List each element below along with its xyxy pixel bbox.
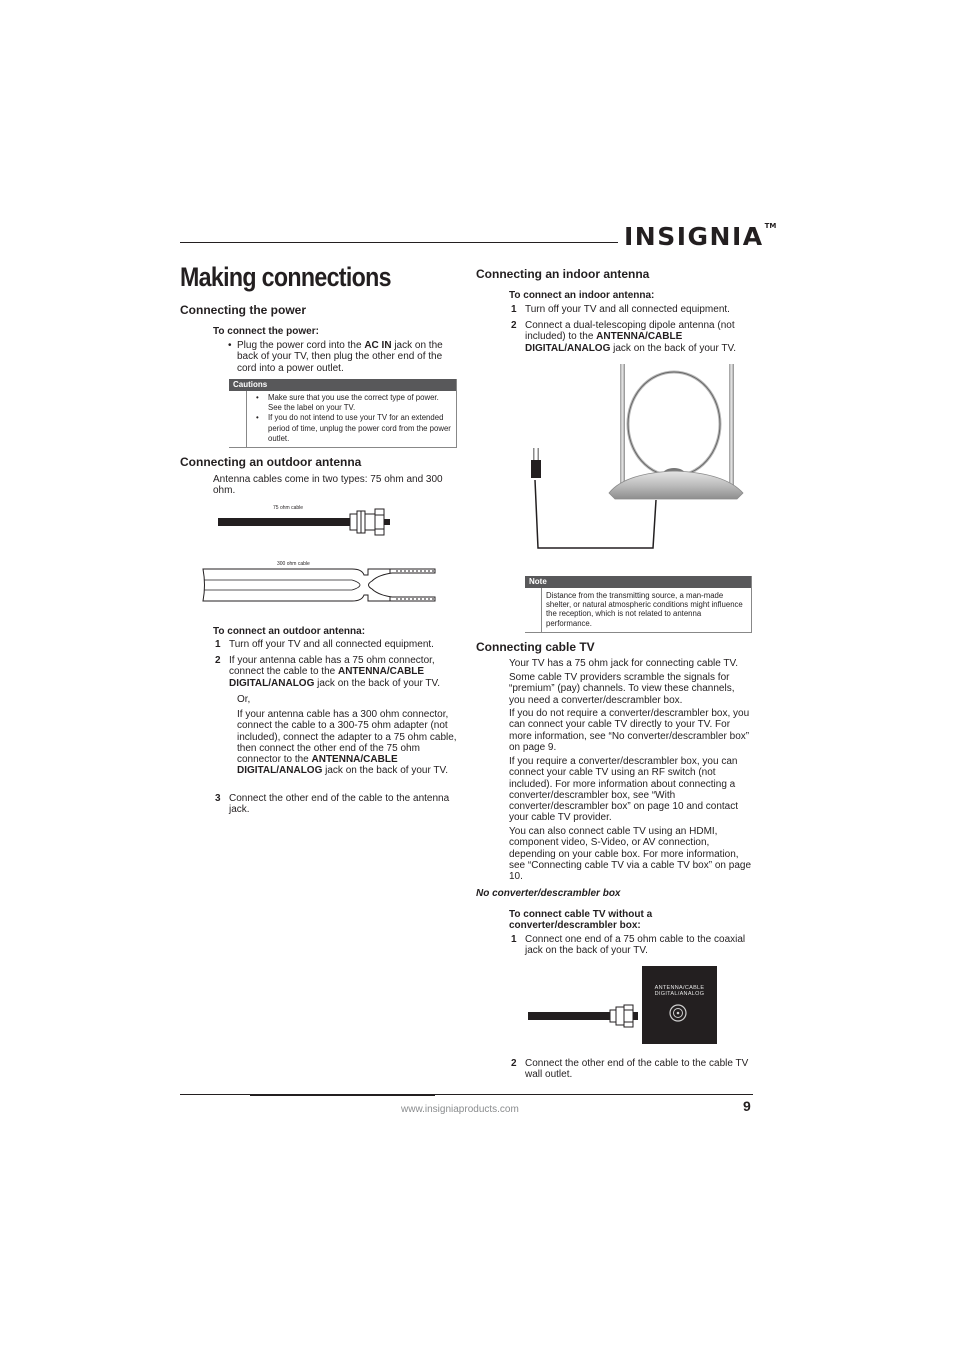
note-box [525,576,752,633]
page-title: Making connections [180,262,391,292]
subheading-connect-indoor: To connect an indoor antenna: [509,290,655,301]
indoor-step-2: Connect a dual-telescoping dipole antenna (not included) to the ANTENNA/CABLE DIGITAL/ANALOG jack on the back of your TV. [525,320,737,354]
indoor-step-1: Turn off your TV and all connected equipment. [525,304,730,315]
subheading-connect-cable: To connect cable TV without a converter/descrambler box: [509,909,653,931]
caption-75-ohm: 75 ohm cable [273,505,304,511]
page-number: 9 [743,1098,751,1114]
caution-item: • Make sure that you use the correct type of power. See the label on your TV. [256,393,451,413]
step-number: 1 [511,934,517,945]
step-number: 2 [511,1058,517,1069]
caption-300-ohm: 300 ohm cable [277,561,310,567]
twin-lead-300-ohm-illustration [200,567,438,603]
subheading-no-converter: No converter/descrambler box [476,888,621,899]
footer-url: www.insigniaproducts.com [401,1104,519,1115]
cautions-list [256,393,451,444]
section-heading-cable-tv: Connecting cable TV [476,640,595,654]
cable-step-2: Connect the other end of the cable to the cable TV wall outlet. [525,1058,749,1081]
step-number: 2 [215,655,221,666]
insignia-logo: INSIGNIA™ [624,222,777,251]
caution-item: • If you do not intend to use your TV for an extended period of time, unplug the power cord from the power outlet. [256,413,451,444]
cable-tv-p4: If you require a converter/descrambler box, you can connect your cable TV using an RF switch (not included). For more information about connecting a converter/descrambler box, see “With converter/descrambler box” on page 10 and contact your cable TV provider. [509,756,739,824]
header-rule [180,242,618,243]
outdoor-step-2: If your antenna cable has a 75 ohm connector, connect the cable to the ANTENNA/CABLE DIGITAL/ANALOG jack on the back of your TV. [229,655,441,689]
outdoor-step-3: Connect the other end of the cable to the antenna jack. [229,793,450,816]
step-number: 2 [511,320,517,331]
cautions-label: Cautions [229,379,456,391]
cable-step-1: Connect one end of a 75 ohm cable to the coaxial jack on the back of your TV. [525,934,746,957]
subheading-connect-power: To connect the power: [213,326,319,337]
subheading-connect-outdoor: To connect an outdoor antenna: [213,626,366,637]
power-bullet: • Plug the power cord into the AC IN jack on the back of your TV, then plug the other end of the cord into a power outlet. [228,340,443,374]
outdoor-alt: If your antenna cable has a 300 ohm connector, connect the cable to a 300-75 ohm adapter (not included), connect the adapter to a 75 ohm cable, then connect the other end of the 75 ohm connector to the ANTENNA/CABLE DIGITAL/ANALOG jack on the back of your TV. [237,709,457,777]
cautions-box [229,379,457,448]
jack-label: ANTENNA/CABLE DIGITAL/ANALOG [654,985,705,998]
cable-tv-p3: If you do not require a converter/descrambler box, you can connect your cable TV directly to your TV. For more information, see “No converter/descrambler box” on page 9. [509,708,750,753]
cable-tv-p2: Some cable TV providers scramble the signals for “premium” (pay) channels. To view these channels, you need a converter/descrambler box. [509,672,735,706]
outdoor-or: Or, [237,694,251,705]
step-number: 3 [215,793,221,804]
section-heading-power: Connecting the power [180,303,306,317]
cable-tv-p5: You can also connect cable TV using an HDMI, component video, S-Video, or AV connection, depending on your cable box. For more information, see “Connecting cable TV via a cable TV box” on page 10. [509,826,752,883]
step-number: 1 [215,639,221,650]
note-label: Note [525,576,751,588]
cable-tv-p1: Your TV has a 75 ohm jack for connecting cable TV. [509,658,739,669]
coax-75-ohm-illustration [218,505,393,539]
outdoor-step-1: Turn off your TV and all connected equipment. [229,639,434,650]
section-heading-outdoor: Connecting an outdoor antenna [180,455,362,469]
note-text: Distance from the transmitting source, a man-made shelter, or natural atmospheric conditions might influence the reception, which is not related to antenna performance. [546,591,743,628]
section-heading-indoor: Connecting an indoor antenna [476,267,650,281]
coax-jack-illustration [526,965,720,1045]
indoor-antenna-illustration [525,360,755,555]
outdoor-intro: Antenna cables come in two types: 75 ohm and 300 ohm. [213,474,443,497]
step-number: 1 [511,304,517,315]
footer-rule-accent [250,1094,435,1096]
